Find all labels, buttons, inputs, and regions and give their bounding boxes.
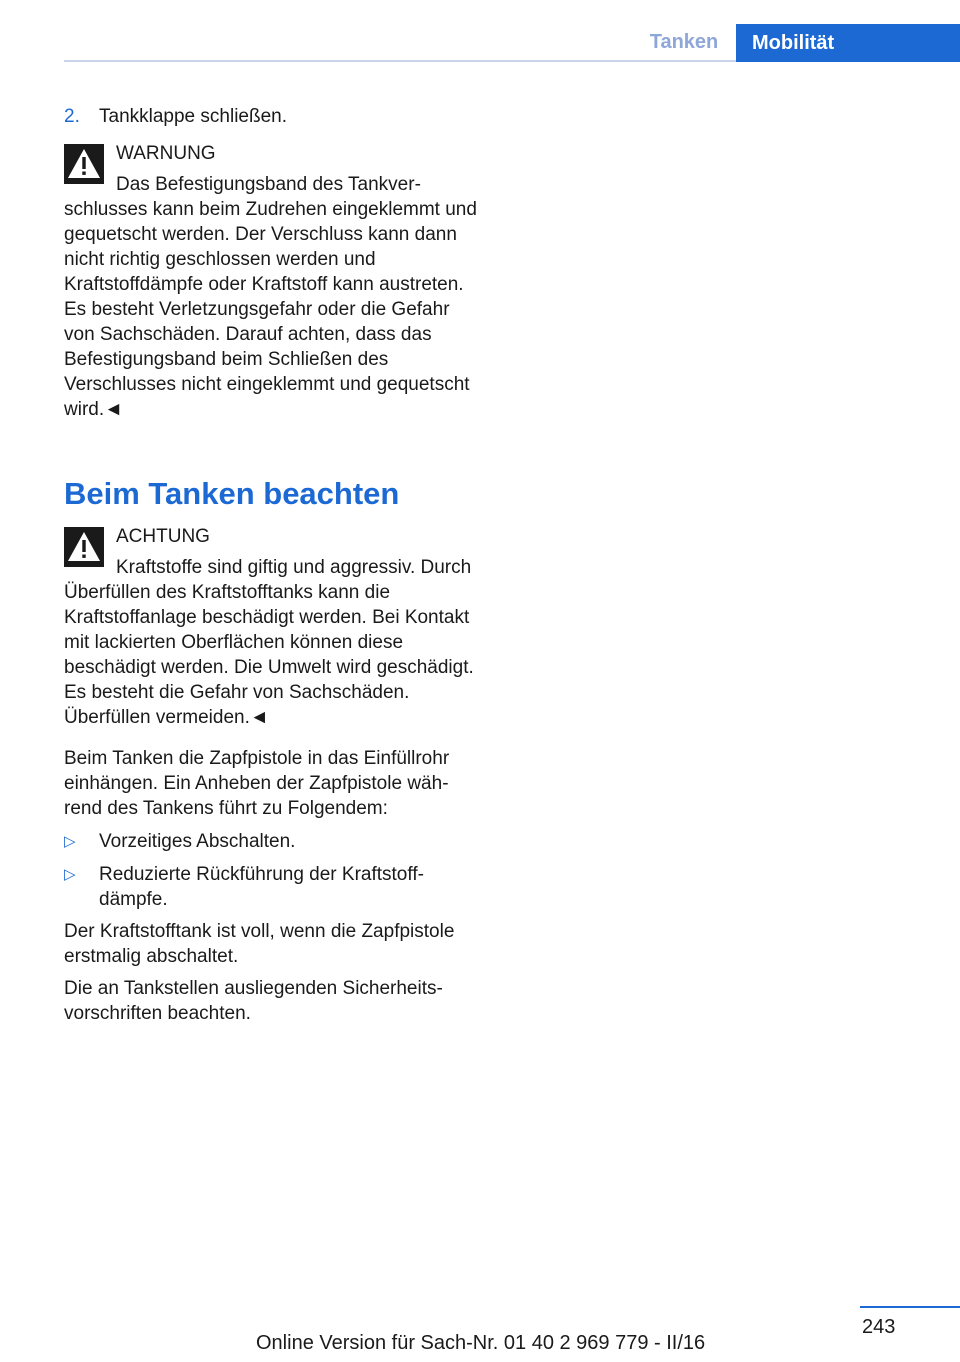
paragraph-zapfpistole: Beim Tanken die Zapfpistole in das Einfüllrohr einhängen. Ein Anheben der Zapfpistole während des Tankens führt zu Folgendem: bbox=[64, 748, 450, 819]
online-version-text: Online Version für Sach-Nr. 01 40 2 969 779 - II/16 bbox=[256, 1332, 706, 1354]
list-item bbox=[64, 862, 480, 912]
warning-title: WARNUNG bbox=[116, 143, 216, 164]
paragraph-sicherheit: Die an Tankstellen ausliegenden Sicherheitsvorschriften beachten. bbox=[64, 978, 443, 1024]
caution-block bbox=[64, 524, 480, 730]
bullet-triangle-icon: ▷ bbox=[64, 866, 76, 883]
step-text: Tankklappe schließen. bbox=[99, 106, 287, 127]
list-item-text: Vorzeitiges Abschalten. bbox=[99, 831, 296, 852]
tab-tanken[interactable]: Tanken bbox=[649, 31, 719, 53]
caution-title: ACHTUNG bbox=[116, 526, 210, 547]
page-number: 243 bbox=[862, 1316, 896, 1338]
warning-text: Das Befestigungsband des Tankverschlusses kann beim Zudrehen eingeklemmt und gequetscht werden. Der Verschluss kann dann nicht richtig geschlossen werden und Kraftstoffdämpfe oder Kraftstoff kann austreten. Es besteht Verletzungsgefahr oder die Gefahr von Sachschäden. Darauf achten, dass das Befestigungsband beim Schließen des Verschlusses nicht eingeklemmt und gequetscht wird.◄ bbox=[64, 174, 477, 420]
section-heading: Beim Tanken beachten bbox=[64, 476, 400, 511]
paragraph-tank-voll: Der Kraftstofftank ist voll, wenn die Zapfpistole erstmalig abschaltet. bbox=[64, 921, 455, 967]
step-number: 2. bbox=[64, 106, 80, 127]
warning-block bbox=[64, 141, 480, 422]
tab-mobilitaet[interactable]: Mobilität bbox=[736, 24, 960, 62]
footer-divider bbox=[860, 1306, 960, 1308]
bullet-triangle-icon: ▷ bbox=[64, 833, 76, 850]
caution-text: Kraftstoffe sind giftig und aggressiv. Durch Überfüllen des Kraftstofftanks kann die Kraftstoffanlage beschädigt werden. Bei Kontakt mit lackierten Oberflächen können diese beschädigt werden. Die Umwelt wird geschädigt. Es besteht die Gefahr von Sachschäden. Überfüllen vermeiden.◄ bbox=[64, 557, 474, 728]
list-item bbox=[64, 829, 480, 854]
list-item-text: Reduzierte Rückführung der Kraftstoffdämpfe. bbox=[99, 864, 424, 910]
